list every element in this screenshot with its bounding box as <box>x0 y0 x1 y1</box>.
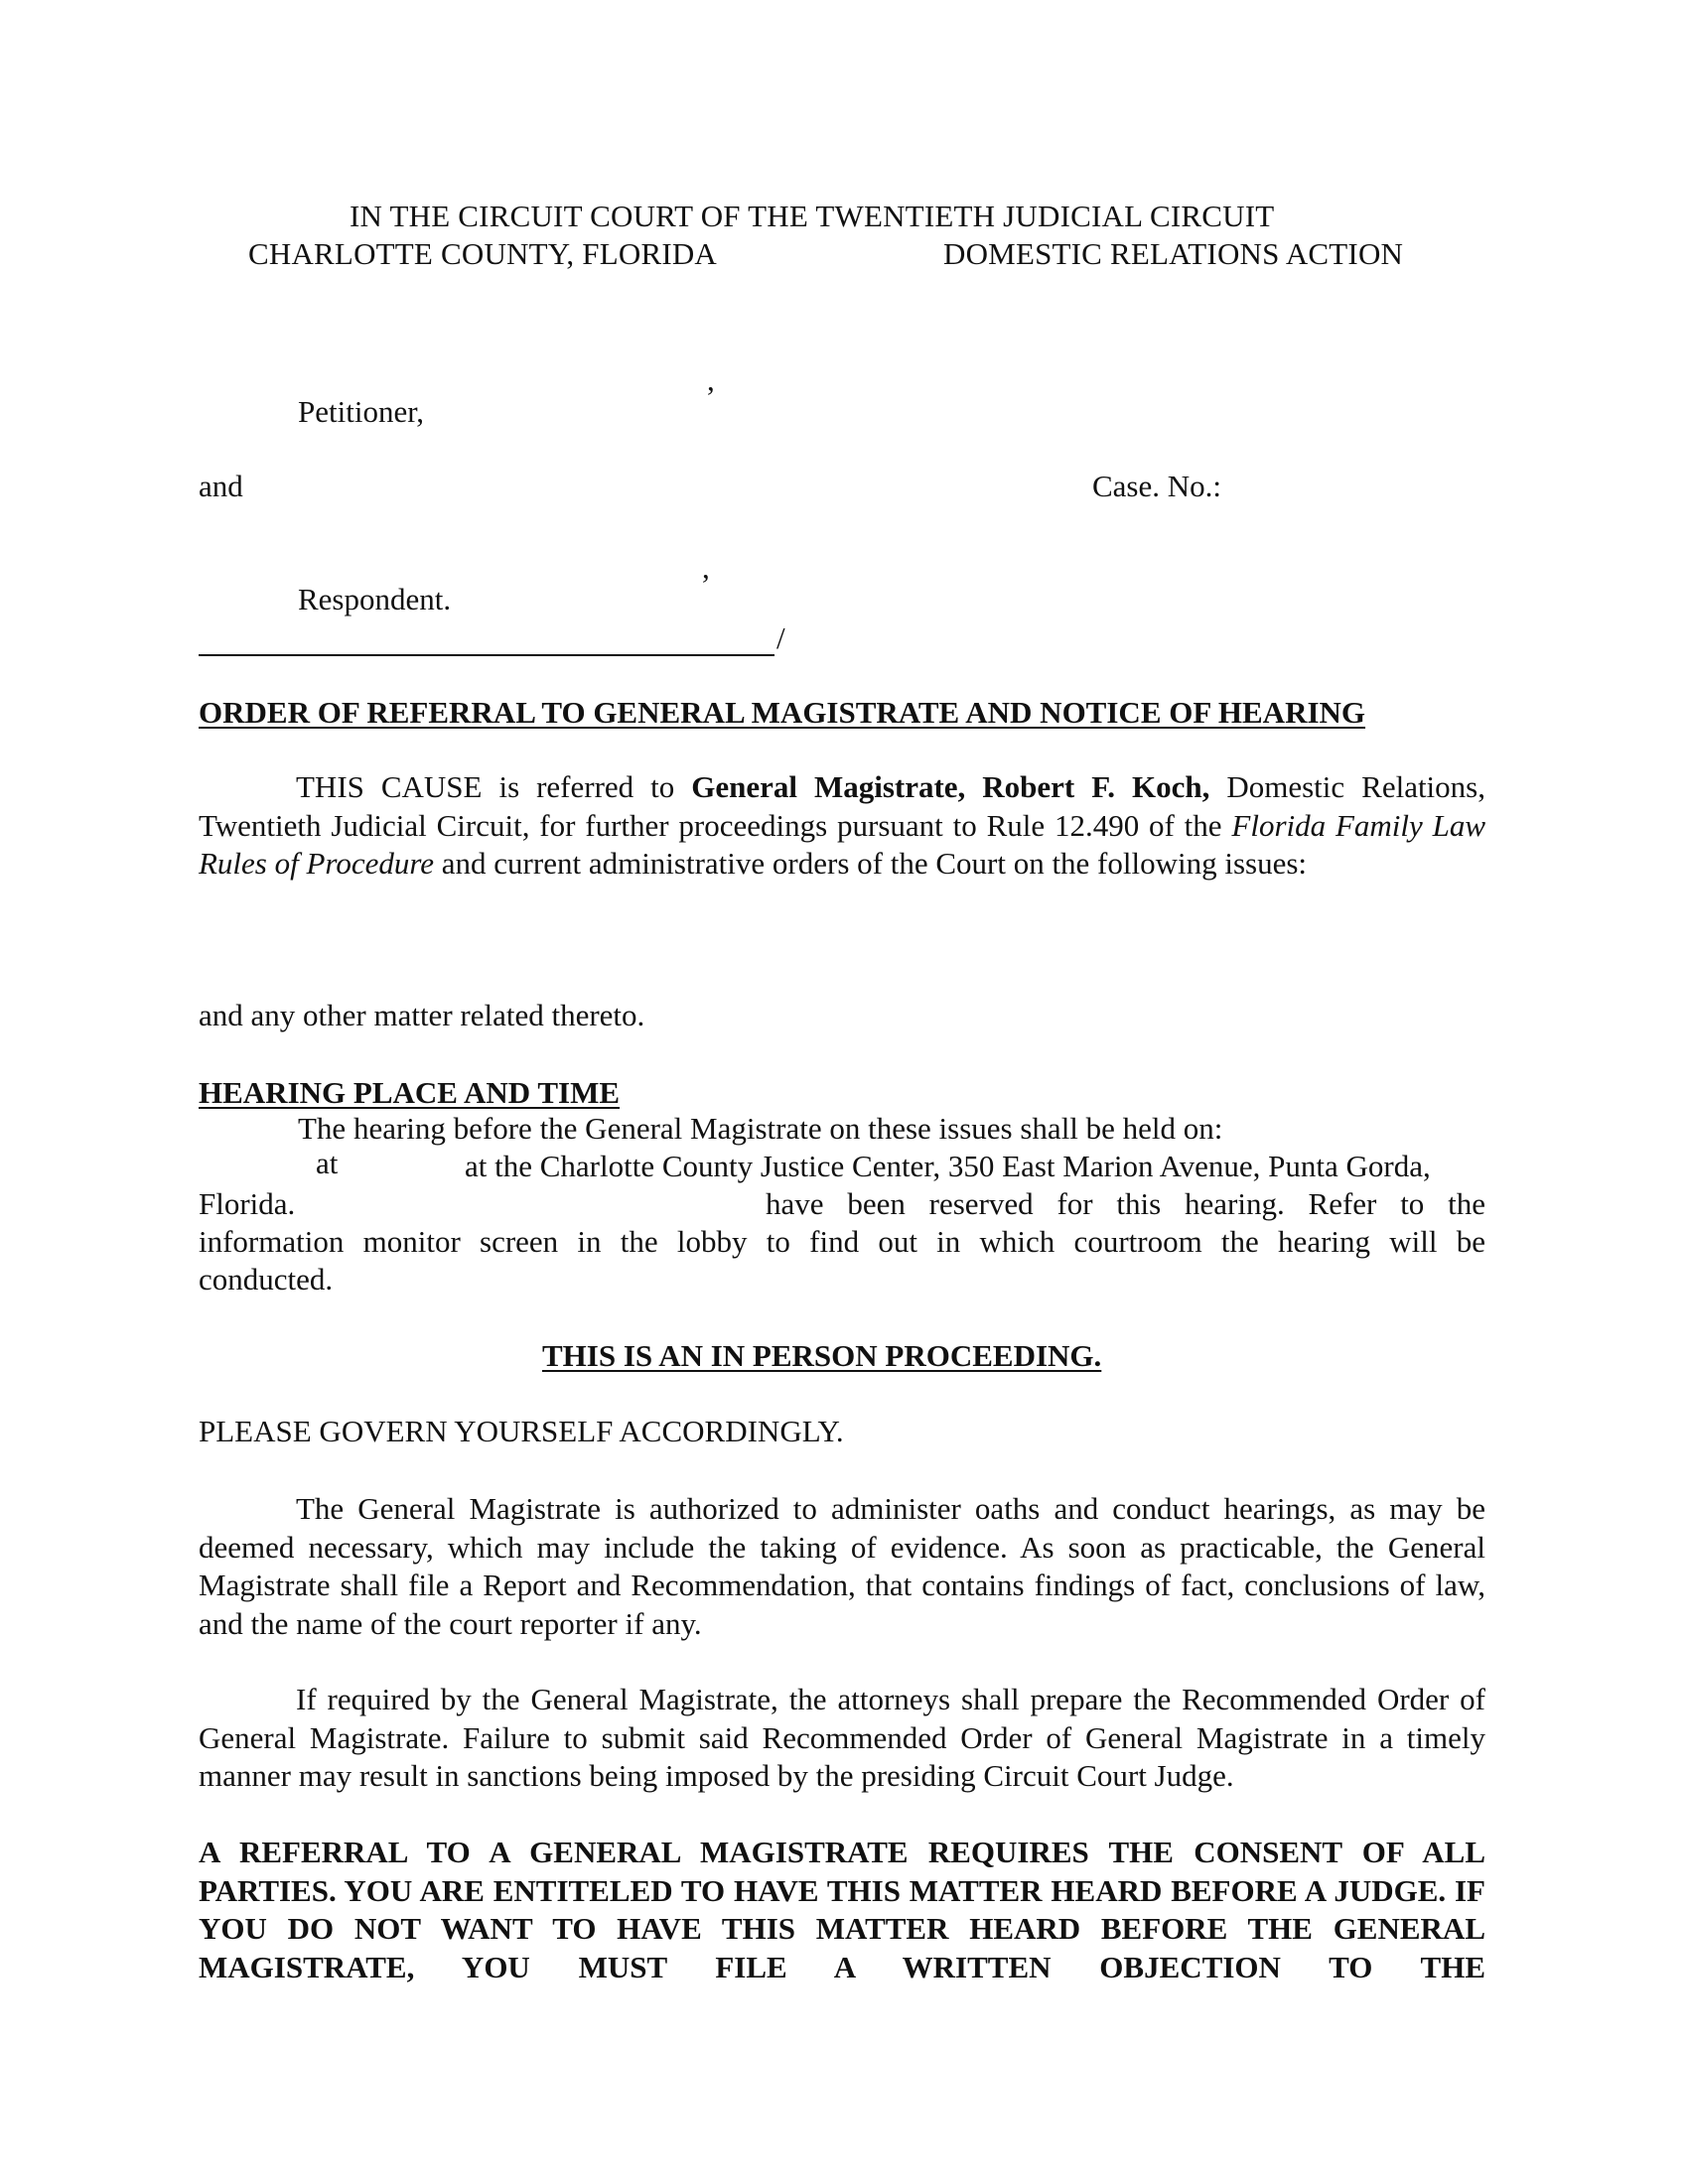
referral-text-end: and current administrative orders of the Court on the following issues: <box>434 846 1308 881</box>
hearing-location: at the Charlotte County Justice Center, 350 East Marion Avenue, Punta Gorda, <box>465 1149 1431 1183</box>
respondent-comma: , <box>702 550 710 585</box>
court-heading: IN THE CIRCUIT COURT OF THE TWENTIETH JUDICIAL CIRCUIT <box>350 199 1275 233</box>
county-heading: CHARLOTTE COUNTY, FLORIDA <box>248 236 718 271</box>
petitioner-comma: , <box>707 362 715 397</box>
respondent-label: Respondent. <box>298 582 452 616</box>
hearing-monitor: information monitor screen in the lobby to find out in which courtroom the hearing will be <box>199 1224 1485 1259</box>
rules-citation: Florida Family Law Rules of Procedure <box>199 807 1486 881</box>
other-matters-line: and any other matter related thereto. <box>199 998 645 1032</box>
order-title: ORDER OF REFERRAL TO GENERAL MAGISTRATE AND NOTICE OF HEARING <box>199 695 1366 730</box>
hearing-at: at <box>316 1146 339 1180</box>
hearing-heading: HEARING PLACE AND TIME <box>199 1075 621 1110</box>
referral-text-mid: Domestic Relations, Twentieth Judicial Circuit, for further proceedings pursuant to Rule 12.490 of the <box>199 769 1485 843</box>
and-label: and <box>199 469 243 503</box>
authority-text: The General Magistrate is authorized to administer oaths and conduct hearings, as may be deemed necessary, which may include the taking of evidence. As soon as practicable, the General Magistrate shall file a Report and Recommendation, that contains findings of fact, conclusions of law, and the name of the court reporter if any. <box>199 1491 1485 1641</box>
attorneys-text: If required by the General Magistrate, the attorneys shall prepare the Recommended Order of General Magistrate. Failure to submit said Recommended Order of General Magistrate in a timely manner may result in sanctions being imposed by the presiding Circuit Court Judge. <box>199 1682 1485 1793</box>
authority-paragraph <box>199 1490 1485 1643</box>
caption-signature-line <box>199 654 774 656</box>
referral-text-start: THIS CAUSE is referred to <box>296 769 692 804</box>
consent-notice: A REFERRAL TO A GENERAL MAGISTRATE REQUIRES THE CONSENT OF ALL PARTIES. YOU ARE ENTITELED TO HAVE THIS MATTER HEARD BEFORE A JUDGE. IF YOU DO NOT WANT TO HAVE THIS MATTER HEARD BEFORE THE GENERAL MAGISTRATE, YOU MUST FILE A WRITTEN OBJECTION TO THE <box>199 1835 1485 1984</box>
hearing-florida: Florida. <box>199 1186 296 1221</box>
attorneys-paragraph <box>199 1681 1485 1796</box>
petitioner-label: Petitioner, <box>298 394 425 429</box>
referral-paragraph <box>199 768 1485 884</box>
in-person-notice: THIS IS AN IN PERSON PROCEEDING. <box>542 1338 1102 1373</box>
caption-slash: / <box>776 620 785 655</box>
action-heading: DOMESTIC RELATIONS ACTION <box>943 236 1404 271</box>
case-number-label: Case. No.: <box>1092 469 1222 503</box>
magistrate-name: General Magistrate, Robert F. Koch, <box>691 769 1210 804</box>
hearing-conducted: conducted. <box>199 1262 334 1297</box>
govern-notice: PLEASE GOVERN YOURSELF ACCORDINGLY. <box>199 1414 844 1448</box>
hearing-reserved: have been reserved for this hearing. Refer to the <box>766 1186 1485 1221</box>
hearing-intro: The hearing before the General Magistrate on these issues shall be held on: <box>298 1111 1223 1146</box>
